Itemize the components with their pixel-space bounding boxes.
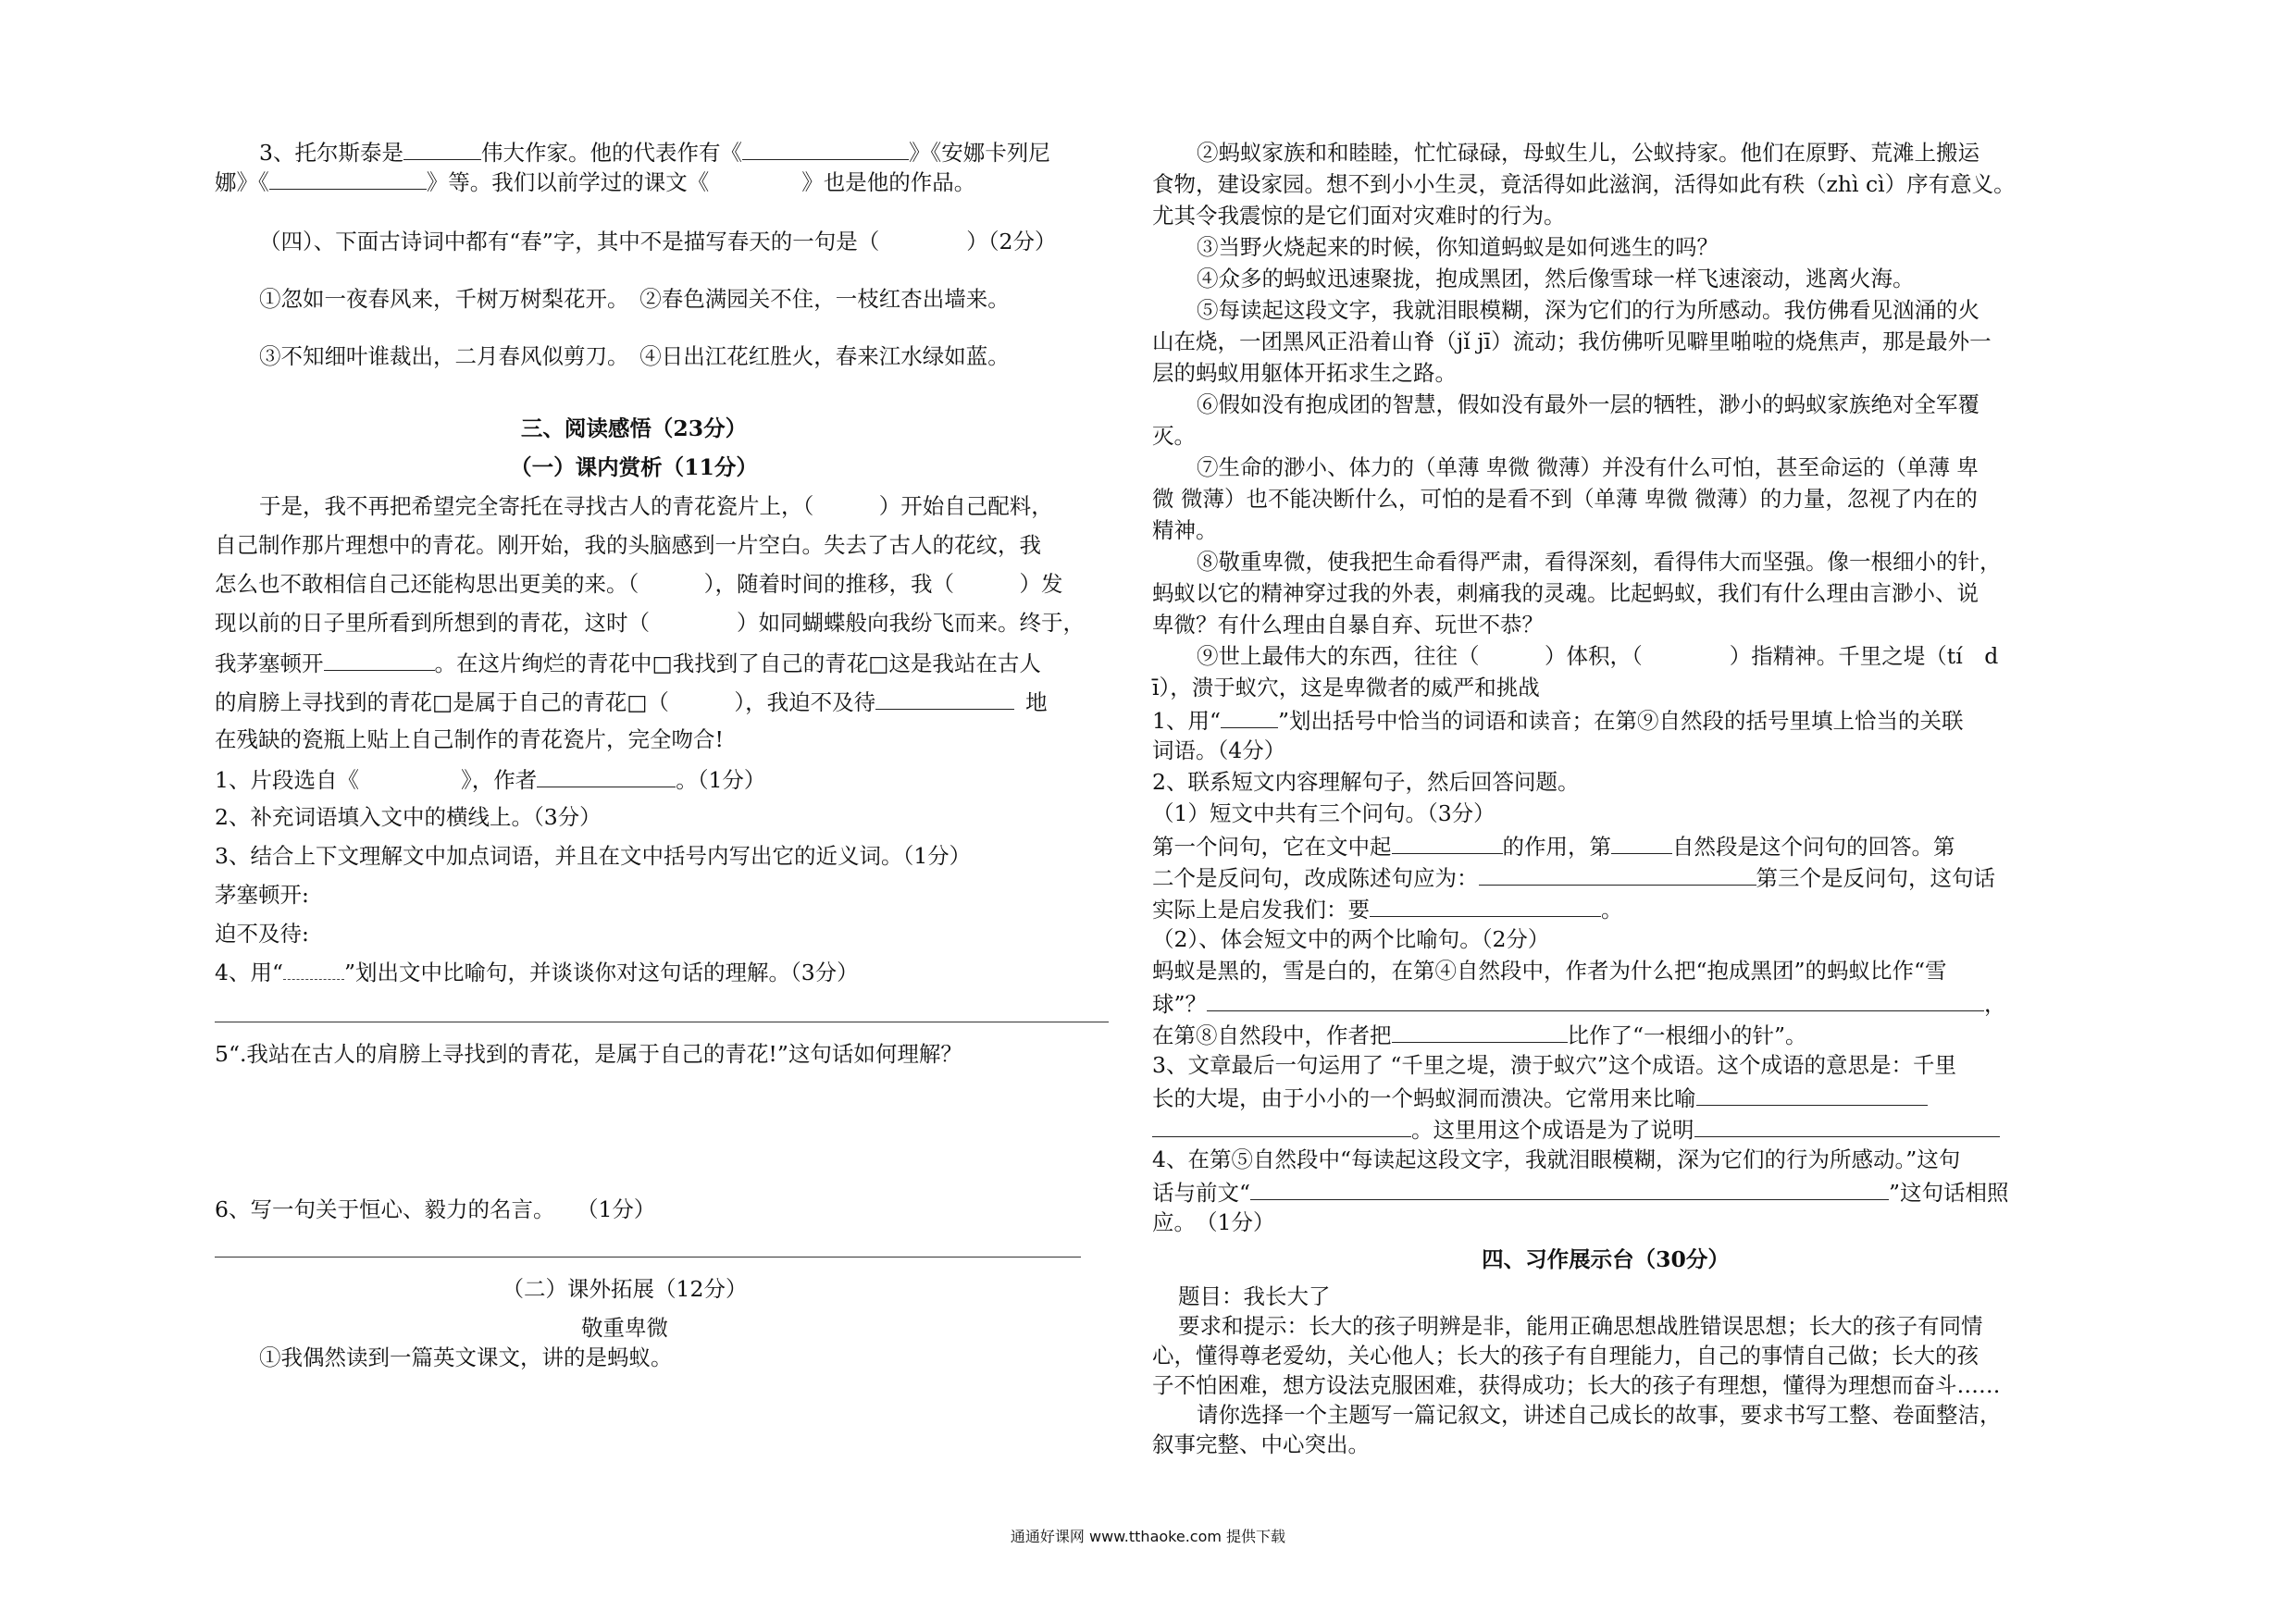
word-2: 迫不及待: [215, 921, 309, 947]
left-question-6: 6、写一句关于恒心、毅力的名言。 （1分） [215, 1196, 656, 1222]
blank[interactable] [1152, 1114, 1411, 1137]
blank[interactable] [1696, 1083, 1928, 1106]
essay-line: 精神。 [1152, 517, 1218, 543]
left-question-1: 1、片段选自《 》，作者 。（1分） [215, 764, 1109, 794]
passage-line: 现以前的日子里所看到所想到的青花，这时（ ）如同蝴蝶般向我纷飞而来。终于， [215, 610, 1085, 636]
blank[interactable] [1207, 988, 1984, 1011]
blank[interactable] [1694, 1114, 2000, 1137]
right-question-1: 1、用“ ”划出括号中恰当的词语和读音；在第⑨自然段的括号里填上恰当的关联 [1152, 705, 2059, 735]
wavy-underline-sample [283, 959, 344, 980]
right-question-2-1-line: 二个是反问句，改成陈述句应为： 第三个是反问句，这句话 [1152, 862, 2059, 892]
right-question-2-2-line: 蚂蚁是黑的，雪是白的，在第④自然段中，作者为什么把“抱成黑团”的蚂蚁比作“雪 [1152, 958, 1947, 984]
answer-line[interactable] [215, 1257, 1081, 1258]
footer-credit: 通通好课网 www.tthaoke.com 提供下载 [1010, 1528, 1286, 1545]
writing-requirement: 心，懂得尊老爱幼，关心他人；长大的孩子有自理能力，自己的事情自己做；长大的孩 [1152, 1343, 1979, 1369]
essay-line: 卑微？有什么理由自暴自弃、玩世不恭？ [1152, 612, 1544, 638]
essay-line: 蚂蚁以它的精神穿过我的外表，刺痛我的灵魂。比起蚂蚁，我们有什么理由言渺小、说 [1152, 580, 1979, 606]
section-3-title: 三、阅读感悟（23分） [520, 415, 748, 441]
question-4-options-1: ①忽如一夜春风来，千树万树梨花开。 ②春色满园关不住，一枝红杏出墙来。 [259, 286, 1010, 312]
right-question-3-line: 。这里用这个成语是为了说明 [1152, 1114, 2059, 1144]
writing-requirement: 叙事完整、中心突出。 [1152, 1431, 1370, 1457]
right-question-2-2-line: 球”？ ， [1152, 988, 2059, 1018]
right-question-2: 2、联系短文内容理解句子，然后回答问题。 [1152, 769, 1580, 795]
passage-line: 怎么也不敢相信自己还能构思出更美的来。（ ），随着时间的推移，我（ ）发 [215, 571, 1063, 597]
question-3-line2: 娜》《 》等。我们以前学过的课文《 》也是他的作品。 [215, 167, 1109, 196]
blank[interactable] [537, 764, 676, 787]
blank[interactable] [324, 648, 435, 671]
passage-line: 的肩膀上寻找到的青花□是属于自己的青花□（ ），我迫不及待 地 [215, 687, 1109, 716]
left-question-2: 2、补充词语填入文中的横线上。（3分） [215, 804, 602, 830]
essay-line: ī），溃于蚁穴，这是卑微者的威严和挑战 [1152, 675, 1540, 700]
essay-line: ⑧敬重卑微，使我把生命看得严肃，看得深刻，看得伟大而坚强。像一根细小的针， [1197, 549, 2002, 575]
essay-line: 微 微薄）也不能决断什么，可怕的是看不到（单薄 卑微 微薄）的力量，忽视了内在的 [1152, 486, 1978, 512]
blank[interactable] [269, 167, 427, 190]
essay-line: ④众多的蚂蚁迅速聚拢，抱成黑团，然后像雪球一样飞速滚动，逃离火海。 [1197, 266, 1915, 291]
blank[interactable] [1250, 1177, 1889, 1200]
passage-line: 自己制作那片理想中的青花。刚开始，我的头脑感到一片空白。失去了古人的花纹，我 [215, 532, 1041, 558]
section-4-title: 四、习作展示台（30分） [1482, 1246, 1730, 1272]
right-question-4: 4、在第⑤自然段中“每读起这段文字，我就泪眼模糊，深为它们的行为所感动。”这句 [1152, 1146, 1961, 1172]
essay-line: 食物，建设家园。想不到小小生灵，竟活得如此滋润，活得如此有秩（zhì cì）序有意义。 [1152, 171, 2016, 197]
blank[interactable] [1392, 831, 1503, 854]
right-question-2-1-line: 第一个问句，它在文中起 的作用，第 自然段是这个问句的回答。第 [1152, 831, 2059, 861]
essay-line: 尤其令我震惊的是它们面对灾难时的行为。 [1152, 203, 1566, 229]
blank[interactable] [403, 137, 481, 160]
essay-line: 层的蚂蚁用躯体开拓求生之路。 [1152, 360, 1457, 386]
left-question-4: 4、用“ ”划出文中比喻句，并谈谈你对这句话的理解。（3分） [215, 960, 859, 985]
right-question-2-1: （1）短文中共有三个问句。（3分） [1152, 800, 1496, 826]
essay-line: 山在烧，一团黑风正沿着山脊（jǐ jī）流动；我仿佛听见噼里啪啦的烧焦声，那是最外一 [1152, 328, 1992, 354]
left-question-5: 5“.我站在古人的肩膀上寻找到的青花，是属于自己的青花!”这句话如何理解？ [215, 1041, 962, 1067]
right-question-3-line: 长的大堤，由于小小的一个蚂蚁洞而溃决。它常用来比喻 [1152, 1083, 2059, 1112]
question-4-title: （四）、下面古诗词中都有“春”字，其中不是描写春天的一句是（ ）（2分） [259, 229, 1057, 254]
blank[interactable] [1392, 1020, 1568, 1043]
passage-line: 在残缺的瓷瓶上贴上自己制作的青花瓷片，完全吻合! [215, 726, 724, 752]
writing-requirement: 要求和提示：长大的孩子明辨是非，能用正确思想战胜错误思想；长大的孩子有同情 [1178, 1313, 1983, 1339]
essay-paragraph-1: ①我偶然读到一篇英文课文，讲的是蚂蚁。 [259, 1344, 673, 1370]
blank[interactable] [1370, 894, 1601, 917]
right-question-3: 3、文章最后一句运用了 “千里之堤，溃于蚁穴”这个成语。这个成语的意思是：千里 [1152, 1052, 1956, 1078]
right-question-2-1-line: 实际上是启发我们：要 。 [1152, 894, 2059, 923]
writing-requirement: 子不怕困难，想方设法克服困难，获得成功；长大的孩子有理想，懂得为理想而奋斗…… [1152, 1372, 2001, 1398]
right-question-4-line: 应。 （1分） [1152, 1209, 1275, 1235]
blank[interactable] [1611, 831, 1672, 854]
subsection-1-title: （一）课内赏析（11分） [510, 454, 758, 480]
blank[interactable] [1479, 862, 1756, 886]
blank[interactable] [742, 137, 909, 160]
essay-line: ②蚂蚁家族和和睦睦，忙忙碌碌，母蚁生儿，公蚁持家。他们在原野、荒滩上搬运 [1197, 140, 1980, 166]
question-4-options-2: ③不知细叶谁裁出，二月春风似剪刀。 ④日出江花红胜火，春来江水绿如蓝。 [259, 343, 1010, 369]
essay-line: ⑥假如没有抱成团的智慧，假如没有最外一层的牺牲，渺小的蚂蚁家族绝对全军覆 [1197, 391, 1980, 417]
essay-line: 灭。 [1152, 423, 1196, 449]
essay-line: ③当野火烧起来的时候，你知道蚂蚁是如何逃生的吗？ [1197, 234, 1719, 260]
writing-title: 题目：我长大了 [1178, 1283, 1331, 1309]
essay-line: ⑨世上最伟大的东西，往往（ ）体积，（ ）指精神。千里之堤（tí d [1197, 643, 1999, 669]
right-question-2-2: （2）、体会短文中的两个比喻句。（2分） [1152, 926, 1550, 952]
essay-title: 敬重卑微 [581, 1315, 668, 1341]
right-question-1-cont: 词语。（4分） [1152, 737, 1286, 763]
passage-line: 我茅塞顿开 。在这片绚烂的青花中□我找到了自己的青花□这是我站在古人 [215, 648, 1109, 677]
right-question-2-2-line: 在第⑧自然段中，作者把 比作了“一根细小的针”。 [1152, 1020, 2059, 1049]
writing-requirement: 请你选择一个主题写一篇记叙文，讲述自己成长的故事，要求书写工整、卷面整洁， [1197, 1402, 2002, 1428]
left-question-3: 3、结合上下文理解文中加点词语，并且在文中括号内写出它的近义词。（1分） [215, 843, 972, 869]
essay-line: ⑤每读起这段文字，我就泪眼模糊，深为它们的行为所感动。我仿佛看见汹涌的火 [1197, 297, 1980, 323]
right-question-4-line: 话与前文“ ”这句话相照 [1152, 1177, 2059, 1207]
underline-sample [1221, 705, 1278, 728]
blank[interactable] [875, 687, 1014, 710]
question-3: 3、托尔斯泰是 伟大作家。他的代表作有《 》《安娜卡列尼 [215, 137, 1109, 167]
essay-line: ⑦生命的渺小、体力的（单薄 卑微 微薄）并没有什么可怕，甚至命运的（单薄 卑 [1197, 454, 1979, 480]
subsection-2-title: （二）课外拓展（12分） [502, 1276, 748, 1302]
word-1: 茅塞顿开: [215, 882, 309, 908]
passage-line: 于是，我不再把希望完全寄托在寻找古人的青花瓷片上，（ ）开始自己配料， [259, 493, 1053, 519]
